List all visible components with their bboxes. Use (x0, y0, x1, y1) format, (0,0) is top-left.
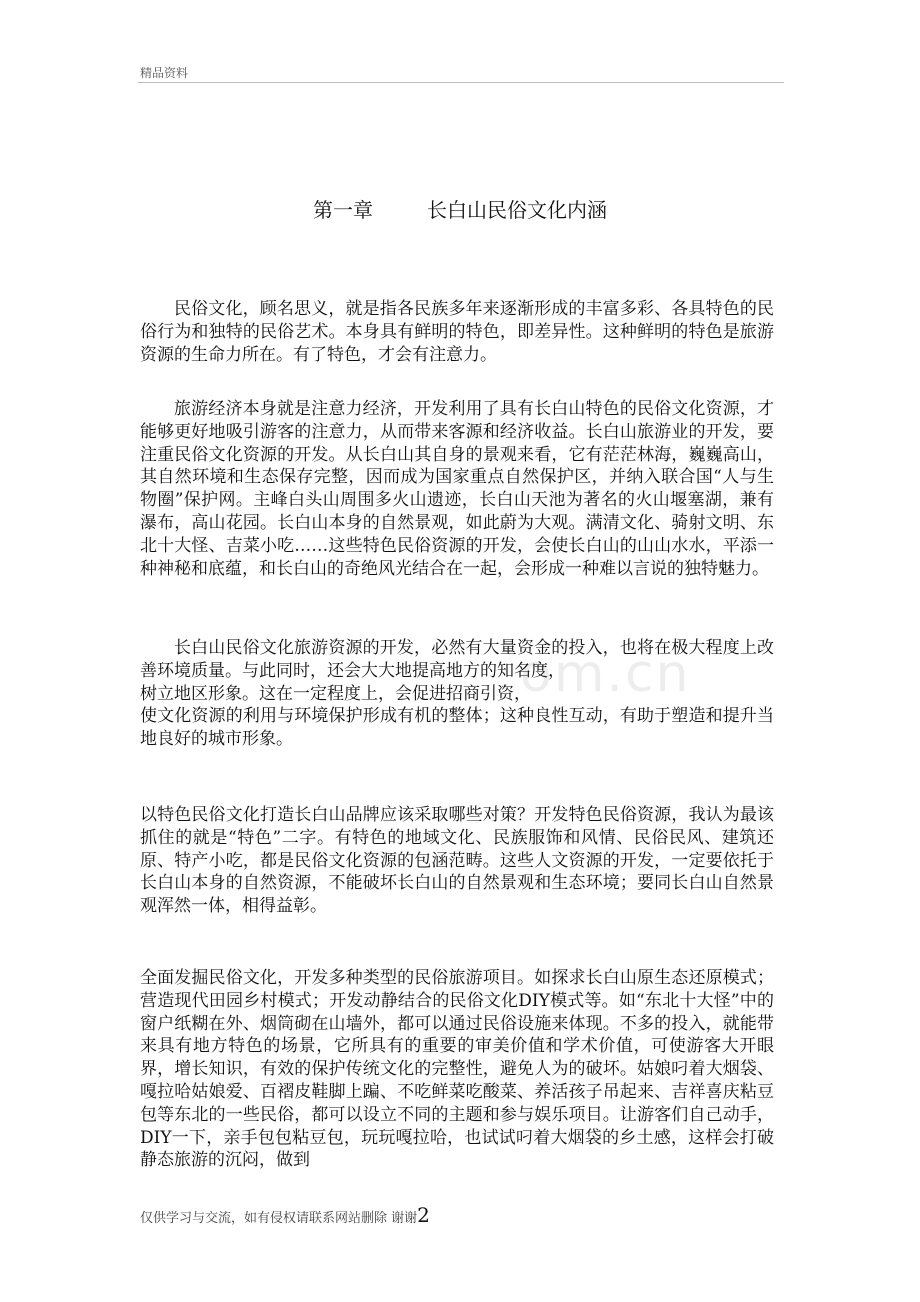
paragraph-4: 以特色民俗文化打造长白山品牌应该采取哪些对策？开发特色民俗资源，我认为最该抓住的就是“特色”二字。有特色的地域文化、民族服饰和风情、民俗民风、建筑还原、特产小吃，都是民俗文化资源的包涵范畴。这些人文资源的开发，一定要依托于长白山本身的自然资源，不能破坏长白山的自然景观和生态环境；要同长白山自然景观浑然一体，相得益彰。 (140, 805, 774, 917)
paragraph-3-line-3: 使文化资源的利用与环境保护形成有机的整体；这种良性互动，有助于塑造和提升当地良好的城市形象。 (140, 706, 774, 750)
paragraph-5: 全面发掘民俗文化，开发多种类型的民俗旅游项目。如探求长白山原生态还原模式；营造现代田园乡村模式；开发动静结合的民俗文化DIY模式等。如“东北十大怪”中的窗户纸糊在外、烟筒砌在山墙外，都可以通过民俗设施来体现。不多的投入，就能带来具有地方特色的场景，它所具有的重要的审美价值和学术价值，可使游客大开眼界，增长知识，有效的保护传统文化的完整性，避免人为的破坏。姑娘叼着大烟袋、嘎拉哈姑娘爱、百褶皮鞋脚上蹁、不吃鲜菜吃酸菜、养活孩子吊起来、吉祥喜庆粘豆包等东北的一些民俗，都可以设立不同的主题和参与娱乐项目。让游客们自己动手，DIY一下，亲手包包粘豆包，玩玩嘎拉哈，也试试叼着大烟袋的乡土感，这样会打破静态旅游的沉闷，做到 (140, 968, 774, 1171)
paragraph-3-line-2: 树立地区形象。这在一定程度上，会促进招商引资， (140, 683, 531, 704)
footer-note: 仅供学习与交流，如有侵权请联系网站删除 谢谢 (140, 1211, 418, 1226)
watermark-text: om.cn (520, 644, 691, 704)
paragraph-3-line-1: 长白山民俗文化旅游资源的开发，必然有大量资金的投入，也将在极大程度上改善环境质量。与此同时，还会大大地提高地方的知名度， (140, 638, 774, 681)
document-header-label: 精品资料 (140, 66, 189, 80)
header-divider (138, 82, 784, 83)
page-footer (140, 1203, 430, 1227)
paragraph-1: 民俗文化，顾名思义，就是指各民族多年来逐渐形成的丰富多彩、各具特色的民俗行为和独特的民俗艺术。本身具有鲜明的特色，即差异性。这种鲜明的特色是旅游资源的生命力所在。有了特色，才会有注意力。 (140, 299, 774, 365)
chapter-heading (0, 194, 920, 223)
paragraph-2: 旅游经济本身就是注意力经济，开发利用了具有长白山特色的民俗文化资源，才能够更好地吸引游客的注意力，从而带来客源和经济收益。长白山旅游业的开发，要注重民俗文化资源的开发。从长白山其自身的景观来看，它有茫茫林海，巍巍高山，其自然环境和生态保存完整，因而成为国家重点自然保护区，并纳入联合国“人与生物圈”保护网。主峰白头山周围多火山遗迹，长白山天池为著名的火山堰塞湖，兼有瀑布，高山花园。长白山本身的自然景观，如此蔚为大观。满清文化、骑射文明、东北十大怪、吉菜小吃……这些特色民俗资源的开发，会使长白山的山山水水，平添一种神秘和底蕴，和长白山的奇绝风光结合在一起，会形成一种难以言说的独特魅力。 (140, 399, 774, 579)
chapter-title: 长白山民俗文化内涵 (427, 198, 607, 222)
page-number: 2 (417, 1203, 430, 1227)
chapter-number: 第一章 (313, 198, 373, 222)
